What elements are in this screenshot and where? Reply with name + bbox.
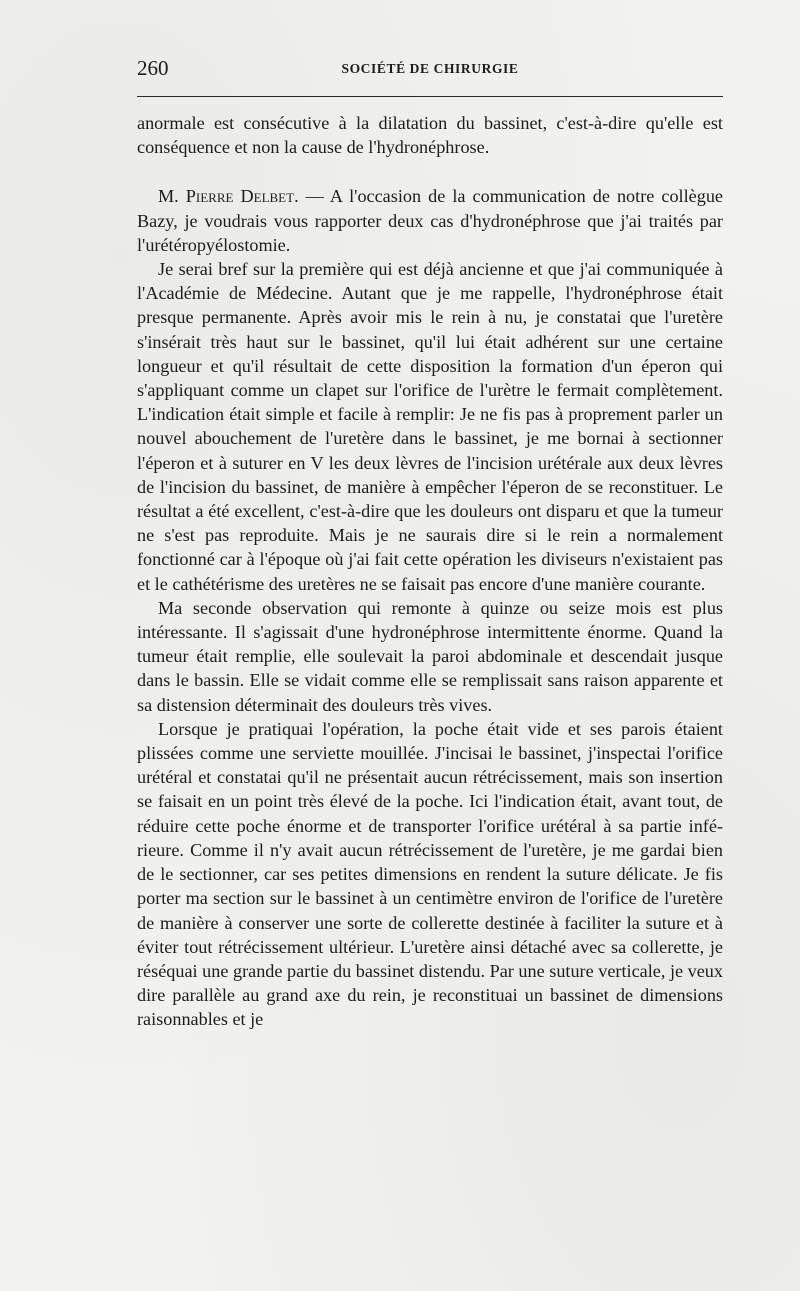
- running-title: SOCIÉTÉ DE CHIRURGIE: [341, 61, 519, 76]
- paragraph-delbet-intro: [137, 184, 723, 257]
- body-text: [137, 111, 723, 1032]
- paragraph-first-case: Je serai bref sur la première qui est déjà ancienne et que j'ai communiquée à l'Académie de Médecine. Autant que je me rappelle, l'hydronéphrose était presque permanente. Après avoir mis le rein à nu, je constatai que l'uretère s'insérait très haut sur le bassinet, qu'il lui était adhérent sur une certaine longueur et qu'il résultait de cette disposition la formation d'un éperon qui s'appliquant comme un clapet sur l'orifice de l'urètre le fermait complètement. L'indication était simple et facile à remplir: Je ne fis pas à proprement parler un nouvel abouchement de l'uretère dans le bassinet, je me bornai à sectionner l'éperon et à suturer en V les deux lèvres de l'incision urétérale aux deux lèvres de l'incision du bassinet, de manière à empêcher l'éperon de se reconstituer. Le résultat a été excellent, c'est-à-dire que les douleurs ont disparu et que la tumeur ne s'est pas reproduite. Mais je ne saurais dire si le rein a normalement fonctionné car à l'époque où j'ai fait cette opération les diviseurs n'existaient pas et le cathétérisme des uretères ne se faisait pas encore d'une manière courante.: [137, 259, 723, 594]
- speaker-name: M. Pierre Delbet.: [158, 186, 299, 207]
- paragraph-operation: Lorsque je pratiquai l'opération, la poche était vide et ses parois étaient plissées comme une serviette mouillée. J'incisai le bassinet, j'inspectai l'orifice urétéral et constatai qu'il ne présentait aucun rétrécissement, mais son insertion se faisait en un point très élevé de la poche. Ici l'indication était, avant tout, de réduire cette poche énorme et de transporter l'orifice urétéral à sa partie inférieure. Comme il n'y avait aucun rétrécissement de l'uretère, je me gardai bien de le sectionner, car ses petites dimensions en rendent la suture délicate. Je fis porter ma section sur le bassinet à un centimètre environ de l'orifice de l'uretère de manière à conserver une sorte de collerette destinée à faciliter la suture et à éviter tout rétrécissement ultérieur. L'uretère ainsi détaché avec sa collerette, je réséquai une grande partie du bassinet distendu. Par une suture verticale, je veux dire parallèle au grand axe du rein, je reconstituai un bassinet de dimensions raisonnables et je: [137, 718, 723, 1030]
- page-header: [137, 52, 723, 84]
- header-rule: [137, 96, 723, 97]
- paragraph-second-case: Ma seconde observation qui remonte à quinze ou seize mois est plus intéressante. Il s'agissait d'une hydronéphrose intermittente énorme. Quand la tumeur était remplie, elle soulevait la paroi abdominale et descendait jusque dans le bassin. Elle se vidait comme elle se remplissait sans raison apparente et sa distension déterminait des douleurs très vives.: [137, 597, 723, 715]
- paragraph-continued: anormale est consécutive à la dilatation du bassinet, c'est-à-dire qu'elle est conséquence et non la cause de l'hydronéphrose.: [137, 113, 723, 158]
- page-number: 260: [137, 56, 169, 80]
- paragraph-text: — A l'occasion de la communication de notre collègue Bazy, je voudrais vous rapporter deux cas d'hydronéphrose que j'ai traités par l'urétéropyélostomie.: [137, 186, 723, 255]
